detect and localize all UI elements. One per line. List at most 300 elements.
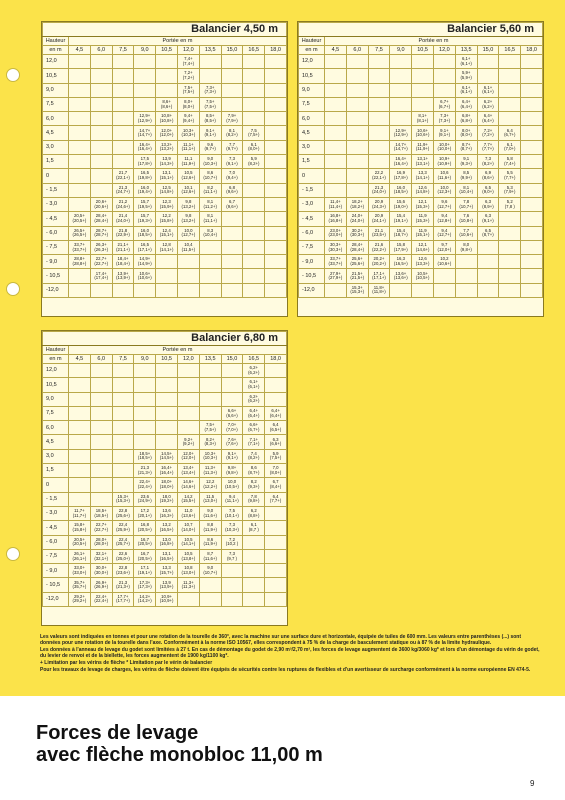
table-cell (433, 97, 455, 111)
cell-value: (11,3+) (203, 469, 217, 475)
table-cell (156, 506, 178, 520)
cell-value: 6,3 (484, 213, 491, 219)
table-cell (177, 506, 199, 520)
cell-value: (26,1+) (72, 555, 87, 561)
table-cell (243, 69, 265, 83)
cell-value: 6,2+ (249, 393, 259, 399)
table-cell (90, 492, 112, 506)
table-cell (199, 549, 221, 563)
table-cell (134, 449, 156, 463)
cell-value: 9,2+ (184, 436, 193, 442)
table-row (43, 464, 287, 478)
cell-value: 6,6+ (249, 422, 259, 428)
cell-value: 22,4 (118, 536, 128, 542)
table-cell (433, 283, 455, 297)
cell-value: 9,0 (207, 156, 214, 162)
cell-value: (16,8+) (159, 541, 174, 547)
cell-value: (9,4+) (226, 175, 238, 181)
row-height-label: 6,0 (299, 112, 325, 126)
cell-value: 6,2+ (483, 98, 493, 104)
table-cell (134, 549, 156, 563)
cell-value: 10,0 (184, 227, 193, 233)
column-header: 6,0 (346, 46, 368, 55)
cell-value: (28,4+) (350, 246, 365, 252)
cell-value: (14,8+) (415, 189, 430, 195)
table-cell (69, 406, 91, 420)
cell-value: (16,4+) (393, 160, 408, 166)
table-cell (221, 421, 243, 435)
cell-value: (15,3+) (415, 203, 430, 209)
cell-value: (26,5+) (72, 232, 87, 238)
table-cell (134, 406, 156, 420)
table-cell (325, 283, 347, 297)
cell-value: (11,9+) (203, 526, 217, 532)
cell-value: (15,1+) (159, 175, 174, 181)
table-cell (69, 392, 91, 406)
cell-value: 17,5 (140, 156, 149, 162)
cell-value: 33,7+ (329, 256, 341, 262)
cell-value: 7,3 (228, 550, 235, 556)
cell-value: 29,2+ (73, 593, 85, 599)
table-cell (499, 69, 521, 83)
row-height-label: 7,5 (299, 97, 325, 111)
cell-value: 9,1+ (227, 450, 237, 456)
table-cell (90, 364, 112, 378)
table-cell (221, 126, 243, 140)
table-cell (221, 83, 243, 97)
cell-value: (6,4+) (269, 412, 282, 418)
cell-value: 9,4 (441, 227, 448, 233)
cell-value: 10,7 (184, 522, 193, 528)
table-cell (199, 492, 221, 506)
table-cell (325, 269, 347, 283)
table-cell (134, 421, 156, 435)
cell-value: 21,8 (118, 227, 128, 233)
cell-value: 9,4+ (184, 113, 193, 119)
cell-value: (6,2+) (248, 369, 260, 375)
cell-value: 28,0+ (95, 536, 107, 542)
cell-value: (24,0+) (116, 217, 130, 223)
table-cell (112, 406, 134, 420)
cell-value: 8,0 (463, 241, 470, 247)
table-cell (90, 183, 112, 197)
table-cell (243, 83, 265, 97)
cell-value: (6,2+) (248, 398, 260, 404)
table-cell (265, 97, 287, 111)
table-cell (134, 226, 156, 240)
row-height-label: -12,0 (43, 592, 69, 606)
cell-value: 7,5+ (205, 422, 215, 428)
table-cell (221, 521, 243, 535)
cell-value: 10,0 (227, 479, 237, 485)
cell-value: (9,3+) (460, 160, 472, 166)
cell-value: 13,2 (162, 522, 171, 528)
table-cell (134, 269, 156, 283)
table-cell (433, 69, 455, 83)
table-row (43, 506, 287, 520)
cell-value: 9,6 (441, 199, 448, 205)
cell-value: 8,1+ (418, 113, 427, 119)
cell-value: 33,7+ (73, 241, 85, 247)
cell-value: (6,1+) (482, 89, 494, 95)
cell-value: (20,5+) (72, 541, 87, 547)
table-cell (243, 592, 265, 606)
table-row (43, 592, 287, 606)
cell-value: 7,7 (228, 141, 235, 147)
cell-value: (26,3+) (94, 246, 109, 252)
table-cell (134, 564, 156, 578)
table-cell (112, 364, 134, 378)
column-header: 7,5 (112, 355, 134, 364)
cell-value: (30,0+) (94, 569, 109, 575)
cell-value: (10,7+) (203, 569, 218, 575)
table-cell (390, 83, 412, 97)
hauteur-unit-label: en m (299, 46, 325, 55)
cell-value: (13,2+) (181, 203, 196, 209)
cell-value: (11,9+) (181, 160, 196, 166)
table-cell (69, 449, 91, 463)
table-cell (455, 255, 477, 269)
table-cell (199, 97, 221, 111)
cell-value: 6,4 (272, 422, 279, 428)
table-cell (455, 283, 477, 297)
table-cell (265, 364, 287, 378)
table-cell (346, 212, 368, 226)
table-cell (177, 549, 199, 563)
table-cell (346, 197, 368, 211)
cell-value: (23,5+) (372, 232, 386, 238)
table-cell (90, 197, 112, 211)
cell-value: (19,8+) (137, 175, 152, 181)
cell-value: (24,1+) (372, 217, 386, 223)
table-cell (156, 83, 178, 97)
row-height-label: 3,0 (43, 140, 69, 154)
cell-value: (14,6+) (415, 246, 430, 252)
table-cell (265, 564, 287, 578)
cell-value: 16,4+ (139, 141, 151, 147)
table-cell (521, 212, 543, 226)
hauteur-unit-label: en m (43, 355, 69, 364)
table-cell (433, 169, 455, 183)
cell-value: 7,3+ (440, 113, 449, 119)
table-cell (325, 226, 347, 240)
cell-value: (12,0+) (159, 132, 174, 138)
cell-value: (12,2+) (203, 484, 218, 490)
table-cell (521, 140, 543, 154)
table-cell (134, 592, 156, 606)
table-cell (390, 126, 412, 140)
table-cell (455, 226, 477, 240)
cell-value: (16,3+) (159, 512, 174, 518)
column-header: 7,5 (112, 46, 134, 55)
cell-value: (25,6+) (350, 260, 365, 266)
cell-value: 16,9 (396, 170, 405, 176)
cell-value: (13,6+) (181, 512, 196, 518)
page-heading (36, 722, 323, 766)
table-cell (477, 240, 499, 254)
cell-value: (6,4+) (460, 103, 472, 109)
cell-value: (19,3+) (137, 217, 152, 223)
cell-value: (13,1+) (415, 160, 430, 166)
cell-value: (7,9+) (226, 117, 238, 123)
table-row (43, 269, 287, 283)
table-cell (112, 112, 134, 126)
table-cell (477, 212, 499, 226)
table-cell (69, 549, 91, 563)
table-cell (156, 255, 178, 269)
table-cell (90, 464, 112, 478)
table-cell (243, 535, 265, 549)
row-height-label: -12,0 (43, 283, 69, 297)
cell-value: 22,7+ (95, 256, 107, 262)
table-cell (433, 226, 455, 240)
note-paragraph: Les données à l'anneau de levage du godet sont limitées à 27 t. En cas de démontage du godet de 2,90 m³/2,70 m³, les forces de levage augmentent de 3600 kg/3060 kg* et lors d'un démontage du vérin de godet, du levier de renvoi et de la biellette, les forces augmentent de 1900 kg/1100 kg*. (40, 647, 540, 659)
cell-value: (11,1+) (203, 217, 217, 223)
table-row (43, 492, 287, 506)
table-cell (69, 535, 91, 549)
table-cell (412, 112, 434, 126)
cell-value: (24,0+) (372, 189, 386, 195)
cell-value: 30,0+ (95, 565, 107, 571)
table-cell (156, 226, 178, 240)
row-height-label: - 6,0 (299, 226, 325, 240)
column-header: 16,5 (243, 355, 265, 364)
cell-value: (7,4+) (504, 160, 516, 166)
cell-value: (20,5+) (137, 526, 152, 532)
table-cell (112, 83, 134, 97)
table-cell (477, 269, 499, 283)
cell-value: (9,2+) (182, 441, 195, 447)
column-header: 15,0 (221, 355, 243, 364)
table-cell (69, 112, 91, 126)
table-cell (90, 169, 112, 183)
table-cell (346, 255, 368, 269)
table-cell (243, 240, 265, 254)
table-cell (199, 421, 221, 435)
table-cell (69, 97, 91, 111)
cell-value: 5,9 (250, 156, 257, 162)
row-height-label: - 4,5 (299, 212, 325, 226)
cell-value: (25,9+) (116, 526, 130, 532)
table-cell (521, 255, 543, 269)
cell-value: 8,1 (228, 127, 235, 133)
table-cell (243, 269, 265, 283)
cell-value: (28,7+) (94, 232, 109, 238)
table-cell (90, 269, 112, 283)
column-header: 6,0 (90, 355, 112, 364)
cell-value: (14,2+) (137, 598, 152, 604)
table-cell (243, 392, 265, 406)
table-cell (521, 55, 543, 69)
table-cell (112, 592, 134, 606)
cell-value: (17,3+) (137, 584, 152, 590)
table-cell (199, 155, 221, 169)
table-cell (243, 406, 265, 420)
cell-value: (8,2+) (482, 160, 494, 166)
table-cell (156, 169, 178, 183)
cell-value: (10,7+) (203, 175, 218, 181)
cell-value: (8,7+) (482, 232, 494, 238)
cell-value: 6,1+ (483, 84, 493, 90)
table-cell (177, 55, 199, 69)
row-height-label: 7,5 (43, 406, 69, 420)
cell-value: 6,4+ (483, 113, 493, 119)
cell-value: (9,3+) (248, 484, 260, 490)
table-cell (156, 521, 178, 535)
table-cell (265, 478, 287, 492)
cell-value: 15,8+ (73, 522, 85, 528)
cell-value: (7,4+) (182, 60, 195, 66)
cell-value: 9,8 (185, 213, 192, 219)
cell-value: 10,0+ (438, 141, 450, 147)
cell-value: 6,9 (484, 170, 491, 176)
cell-value: (9,1+) (482, 217, 494, 223)
table-cell (455, 83, 477, 97)
cell-value: (7,5+) (204, 103, 216, 109)
cell-value: 21,1+ (117, 241, 129, 247)
row-height-label: 1,5 (43, 155, 69, 169)
table-cell (325, 112, 347, 126)
table-cell (477, 97, 499, 111)
table-cell (112, 535, 134, 549)
cell-value: 12,2 (205, 479, 215, 485)
cell-value: 28,8+ (73, 256, 85, 262)
cell-value: 16,5 (140, 170, 149, 176)
table-cell (243, 521, 265, 535)
cell-value: (25,7+) (116, 541, 130, 547)
cell-value: (12,0+) (437, 246, 452, 252)
table-cell (112, 564, 134, 578)
cell-value: (6,2+) (482, 103, 494, 109)
cell-value: (13,2+) (181, 217, 196, 223)
cell-value: (6,1+) (460, 89, 472, 95)
table-cell (243, 183, 265, 197)
table-cell (156, 435, 178, 449)
table-cell (477, 55, 499, 69)
table-cell (433, 255, 455, 269)
table-cell (156, 269, 178, 283)
table-cell (390, 97, 412, 111)
portee-label: Portée en m (69, 37, 287, 46)
table-cell (243, 578, 265, 592)
cell-value: (6,7+) (438, 103, 451, 109)
table-cell (325, 69, 347, 83)
cell-value: (8,8+) (248, 512, 260, 518)
cell-value: (15,3+) (350, 289, 365, 295)
cell-value: 25,6+ (351, 256, 363, 262)
cell-value: 20,5+ (73, 536, 85, 542)
cell-value: (5,9+) (460, 74, 472, 80)
table-cell (390, 212, 412, 226)
table-cell (221, 578, 243, 592)
table-cell (177, 283, 199, 297)
binder-hole (6, 68, 20, 82)
row-height-label: 7,5 (43, 97, 69, 111)
row-height-label: 9,0 (299, 83, 325, 97)
table-cell (112, 283, 134, 297)
cell-value: 13,4+ (182, 465, 194, 471)
table-cell (69, 183, 91, 197)
cell-value: 35,7+ (73, 579, 85, 585)
table-cell (265, 155, 287, 169)
cell-value: 26,5+ (73, 227, 85, 233)
cell-value: 8,1 (207, 213, 214, 219)
table-cell (499, 212, 521, 226)
cell-value: 6,3 (272, 436, 279, 442)
table-cell (69, 421, 91, 435)
table-cell (177, 255, 199, 269)
cell-value: (19,5+) (137, 203, 152, 209)
cell-value: (24,6+) (116, 203, 130, 209)
table-cell (477, 69, 499, 83)
cell-value: (21,5+) (350, 275, 365, 281)
row-height-label: 6,0 (43, 421, 69, 435)
table-cell (134, 535, 156, 549)
table-row (299, 240, 543, 254)
row-height-label: - 3,0 (43, 197, 69, 211)
column-header: 16,5 (499, 46, 521, 55)
table-row (43, 55, 287, 69)
table-cell (69, 55, 91, 69)
cell-value: (6,8+) (460, 117, 472, 123)
table-cell (390, 69, 412, 83)
cell-value: (26,9+) (94, 584, 109, 590)
table-cell (433, 83, 455, 97)
table-row (299, 183, 543, 197)
cell-value: (14,8+) (159, 189, 174, 195)
cell-value: (9,1+) (226, 455, 238, 461)
cell-value: 6,6+ (227, 407, 237, 413)
table-row (299, 269, 543, 283)
table-cell (265, 240, 287, 254)
cell-value: (12,6+) (181, 189, 196, 195)
table-cell (346, 240, 368, 254)
cell-value: 22,4+ (95, 593, 107, 599)
table-cell (177, 392, 199, 406)
table-cell (112, 464, 134, 478)
cell-value: 21,6 (374, 241, 384, 247)
table-cell (221, 535, 243, 549)
cell-value: (10,6+) (415, 132, 430, 138)
cell-value: (7,3+) (204, 89, 216, 95)
table-cell (90, 549, 112, 563)
cell-value: 7,5+ (184, 84, 193, 90)
row-height-label: - 10,5 (299, 269, 325, 283)
cell-value: (14,6+) (181, 484, 196, 490)
table-cell (177, 364, 199, 378)
cell-value: 9,0 (207, 508, 214, 514)
cell-value: (14,1+) (415, 175, 430, 181)
table-cell (265, 378, 287, 392)
cell-value: (30,3+) (350, 232, 365, 238)
cell-value: 7,6+ (227, 436, 237, 442)
cell-value: 13,2+ (161, 141, 173, 147)
cell-value: (7,5+) (182, 89, 195, 95)
cell-value: 13,1 (162, 550, 171, 556)
row-height-label: 12,0 (43, 364, 69, 378)
table-cell (156, 140, 178, 154)
table-row (43, 564, 287, 578)
cell-value: (11,8+) (372, 289, 386, 295)
cell-value: 16,8+ (329, 213, 341, 219)
table-cell (346, 83, 368, 97)
table-cell (499, 126, 521, 140)
table-cell (156, 406, 178, 420)
table-cell (499, 112, 521, 126)
cell-value: (13,3+) (415, 260, 430, 266)
cell-value: (11,6+) (437, 175, 452, 181)
cell-value: 18,2+ (351, 199, 363, 205)
